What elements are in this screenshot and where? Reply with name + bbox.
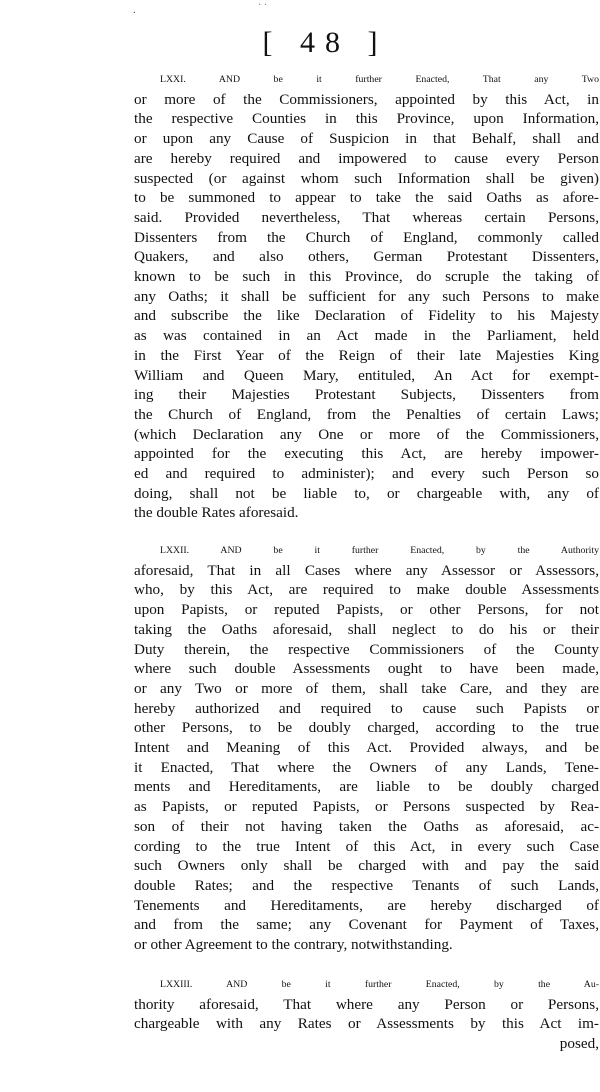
text-line: the Church of England, from the Penalties of certain Laws; [134,405,599,423]
text-line: upon Papists, or reputed Papists, or other Persons, for not [134,601,599,619]
text-line: Duty therein, the respective Commissioners of the County [134,640,599,658]
catchword: posed, [559,1035,599,1053]
text-line: or upon any Cause of Suspicion in that Behalf, shall and [134,130,599,148]
text-line: to be summoned to appear to take the said Oaths as afore- [134,189,599,207]
text-line: or more of the Commissioners, appointed by this Act, in [134,90,599,108]
section-lxxi [134,70,599,523]
text-line: or any Two or more of them, shall take Care, and they are [134,679,599,697]
text-line: ing their Majesties Protestant Subjects, Dissenters from [134,386,599,404]
text-line: where such double Assessments ought to have been made, [134,660,599,678]
text-line: as was contained in an Act made in the Parliament, held [134,327,599,345]
page-speck: · · [258,0,268,11]
text-line: LXXIII. AND be it further Enacted, by the Au- [160,979,599,990]
page-speck: . [133,4,136,16]
text-line: cording to the true Intent of this Act, in every such Case [134,837,599,855]
page-number: [ 48 ] [262,26,388,59]
text-line: said. Provided nevertheless, That whereas certain Persons, [134,208,599,226]
text-line: doing, shall not be liable to, or chargeable with, any of [134,484,599,502]
text-line: suspected (or against whom such Information shall be given) [134,169,599,187]
text-line: who, by this Act, are required to make double Assessments [134,581,599,599]
text-line: LXXII. AND be it further Enacted, by the Authority [160,545,599,556]
text-line: such Owners only shall be charged with and pay the said [134,857,599,875]
text-line: aforesaid, That in all Cases where any Assessor or Assessors, [134,561,599,579]
text-line: appointed for the executing this Act, are hereby impower- [134,445,599,463]
text-line: known to be such in this Province, do scruple the taking of [134,268,599,286]
text-line: as Papists, or reputed Papists, or Persons suspected by Rea- [134,798,599,816]
text-line: in the First Year of the Reign of their late Majesties King [134,346,599,364]
text-line: other Persons, to be doubly charged, according to the true [134,719,599,737]
text-line: Tenements and Hereditaments, are hereby discharged of [134,896,599,914]
text-line: it Enacted, That where the Owners of any Lands, Tene- [134,758,599,776]
text-line: (which Declaration any One or more of the Commissioners, [134,425,599,443]
text-line: William and Queen Mary, entituled, An Act for exempt- [134,366,599,384]
text-line: hereby authorized and required to cause such Papists or [134,699,599,717]
text-line: or other Agreement to the contrary, notwithstanding. [134,936,453,954]
text-line: Dissenters from the Church of England, commonly called [134,228,599,246]
text-line: Quakers, and also others, German Protestant Dissenters, [134,248,599,266]
text-line: LXXI. AND be it further Enacted, That any Two [160,74,599,85]
text-line: taking the Oaths aforesaid, shall neglect to do his or their [134,620,599,638]
text-line: chargeable with any Rates or Assessments by this Act im- [134,1015,599,1033]
text-line: Intent and Meaning of this Act. Provided always, and be [134,739,599,757]
text-line: thority aforesaid, That where any Person or Persons, [134,995,599,1013]
text-line: double Rates; and the respective Tenants of such Lands, [134,876,599,894]
text-line: the respective Counties in this Province, upon Information, [134,110,599,128]
section-lxxii [134,541,599,955]
text-line: are hereby required and impowered to cause every Person [134,149,599,167]
text-line: any Oaths; it shall be sufficient for any such Persons to make [134,287,599,305]
text-line: son of their not having taken the Oaths as aforesaid, ac- [134,817,599,835]
section-lxxiii [134,975,599,1054]
text-line: ed and required to administer); and every such Person so [134,465,599,483]
text-line: and from the same; any Covenant for Payment of Taxes, [134,916,599,934]
text-line: ments and Hereditaments, are liable to be doubly charged [134,778,599,796]
text-line: the double Rates aforesaid. [134,504,299,522]
text-line: and subscribe the like Declaration of Fidelity to his Majesty [134,307,599,325]
